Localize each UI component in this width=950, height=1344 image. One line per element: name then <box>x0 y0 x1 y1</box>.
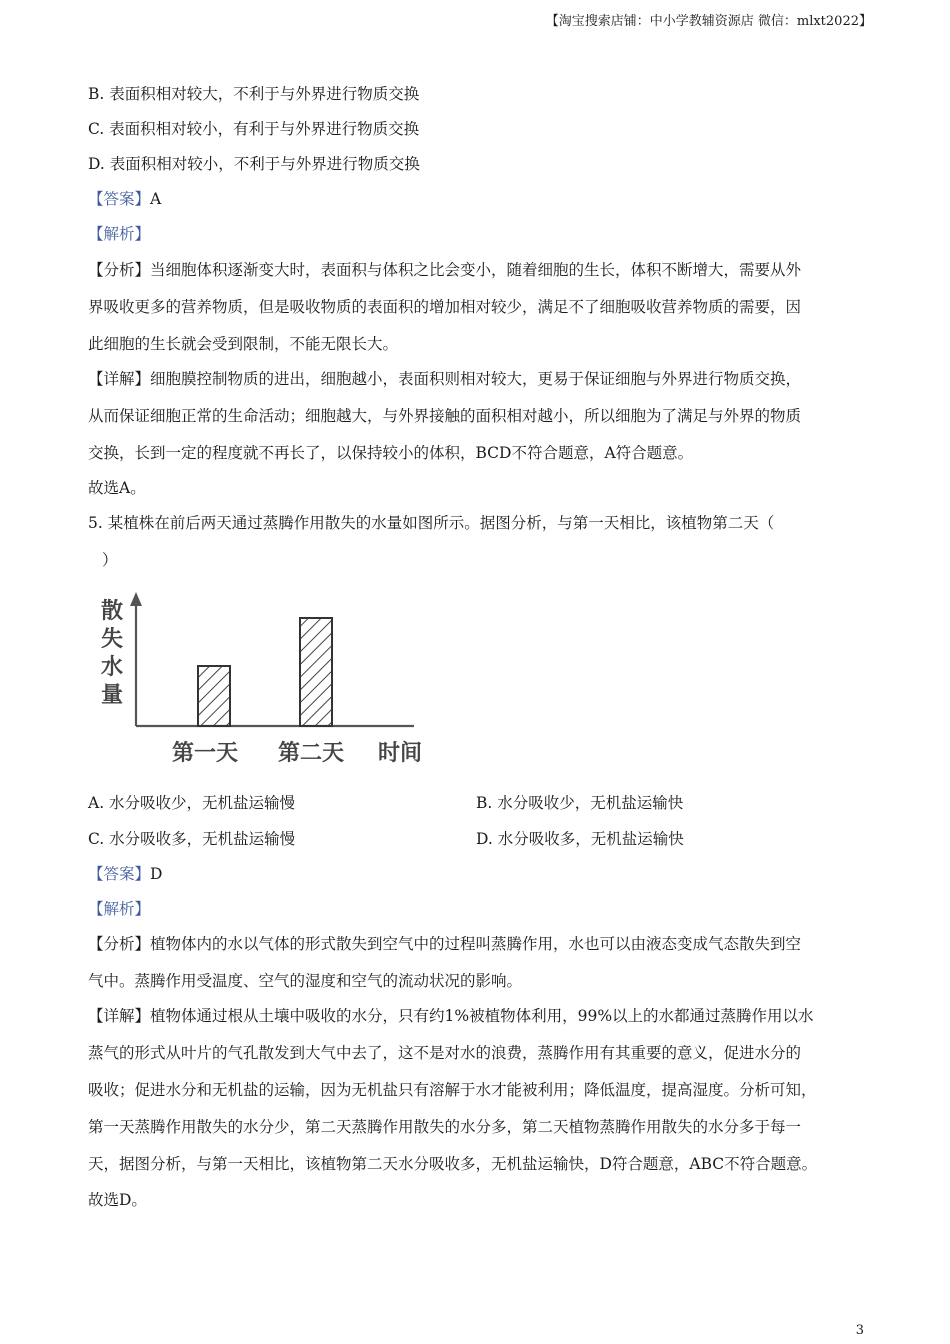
fenxi-text: 当细胞体积逐渐变大时，表面积与体积之比会变小，随着细胞的生长，体积不断增大，需要从外 <box>150 261 802 279</box>
q4-option-b: B. 表面积相对较大，不利于与外界进行物质交换 <box>88 85 420 103</box>
q5-option-b: B. 水分吸收少，无机盐运输快 <box>476 794 684 812</box>
q4-conclusion: 故选A。 <box>88 479 146 497</box>
q5-stem-line-2: ） <box>102 551 118 569</box>
q4-answer <box>88 187 161 209</box>
q4-option-d: D. 表面积相对较小，不利于与外界进行物质交换 <box>88 155 420 173</box>
q4-fenxi-line-3: 此细胞的生长就会受到限制，不能无限长大。 <box>88 335 399 353</box>
q4-fenxi-line-1 <box>88 258 801 280</box>
answer-value: D <box>150 865 163 883</box>
page-header: 【淘宝搜索店铺：中小学教辅资源店 微信：mlxt2022】 <box>545 14 872 29</box>
xiangjie-text: 细胞膜控制物质的进出，细胞越小，表面积则相对较大，更易于保证细胞与外界进行物质交换， <box>150 370 802 388</box>
answer-tag: 【答案】 <box>88 865 151 883</box>
page-number: 3 <box>855 1323 864 1338</box>
fenxi-text: 植物体内的水以气体的形式散失到空气中的过程叫蒸腾作用，水也可以由液态变成气态散失到空 <box>150 935 802 953</box>
q5-fenxi-line-2: 气中。蒸腾作用受温度、空气的湿度和空气的流动状况的影响。 <box>88 972 523 990</box>
fenxi-tag: 【分析】 <box>88 935 151 953</box>
y-axis-arrow <box>130 592 142 606</box>
evaporation-bar-chart <box>96 588 436 778</box>
ylabel-char-2: 失 <box>101 627 124 652</box>
ylabel-char-1: 散 <box>101 599 124 624</box>
x-axis-label: 时间 <box>378 741 423 766</box>
q4-xiangjie-line-3: 交换，长到一定的程度就不再长了，以保持较小的体积，BCD不符合题意，A符合题意。 <box>88 444 694 462</box>
bar-2 <box>300 618 332 726</box>
q4-option-c: C. 表面积相对较小，有利于与外界进行物质交换 <box>88 120 420 138</box>
q4-analysis-tag: 【解析】 <box>88 225 151 243</box>
xiangjie-tag: 【详解】 <box>88 1007 151 1025</box>
x-tick-label-2: 第二天 <box>278 741 345 766</box>
q4-xiangjie-line-1 <box>88 367 801 389</box>
q5-xiangjie-line-5: 天，据图分析，与第一天相比，该植物第二天水分吸收多，无机盐运输快，D符合题意，ABC不符合题意。 <box>88 1155 818 1173</box>
q5-xiangjie-line-1 <box>88 1004 814 1026</box>
q5-xiangjie-line-4: 第一天蒸腾作用散失的水分少，第二天蒸腾作用散失的水分多，第二天植物蒸腾作用散失的水分多于每一 <box>88 1118 802 1136</box>
fenxi-tag: 【分析】 <box>88 261 151 279</box>
q5-answer <box>88 862 162 884</box>
q5-xiangjie-line-3: 吸收；促进水分和无机盐的运输，因为无机盐只有溶解于水才能被利用；降低温度，提高湿度。分析可知， <box>88 1081 817 1099</box>
q4-xiangjie-line-2: 从而保证细胞正常的生命活动；细胞越大，与外界接触的面积相对越小，所以细胞为了满足与外界的物质 <box>88 407 802 425</box>
answer-value: A <box>150 190 162 208</box>
ylabel-char-4: 量 <box>101 683 124 708</box>
x-tick-labels <box>172 740 344 766</box>
q5-conclusion: 故选D。 <box>88 1191 147 1209</box>
xiangjie-text: 植物体通过根从土壤中吸收的水分，只有约1%被植物体利用，99%以上的水都通过蒸腾作用以水 <box>150 1007 814 1025</box>
q5-fenxi-line-1 <box>88 932 801 954</box>
q5-stem-line-1: 5. 某植株在前后两天通过蒸腾作用散失的水量如图所示。据图分析，与第一天相比，该植物第二天（ <box>88 514 775 532</box>
q5-option-a: A. 水分吸收少，无机盐运输慢 <box>88 794 296 812</box>
q5-option-d: D. 水分吸收多，无机盐运输快 <box>476 830 684 848</box>
bar-1 <box>198 666 230 726</box>
q5-xiangjie-line-2: 蒸气的形式从叶片的气孔散发到大气中去了，这不是对水的浪费，蒸腾作用有其重要的意义，促进水分的 <box>88 1044 802 1062</box>
bars-group <box>198 618 332 726</box>
q5-option-c: C. 水分吸收多，无机盐运输慢 <box>88 830 296 848</box>
q4-fenxi-line-2: 界吸收更多的营养物质，但是吸收物质的表面积的增加相对较少，满足不了细胞吸收营养物质的需要，因 <box>88 298 802 316</box>
answer-tag: 【答案】 <box>88 190 151 208</box>
xiangjie-tag: 【详解】 <box>88 370 151 388</box>
q5-analysis-tag: 【解析】 <box>88 900 151 918</box>
ylabel-char-3: 水 <box>101 655 124 680</box>
x-tick-label-1: 第一天 <box>172 741 239 766</box>
